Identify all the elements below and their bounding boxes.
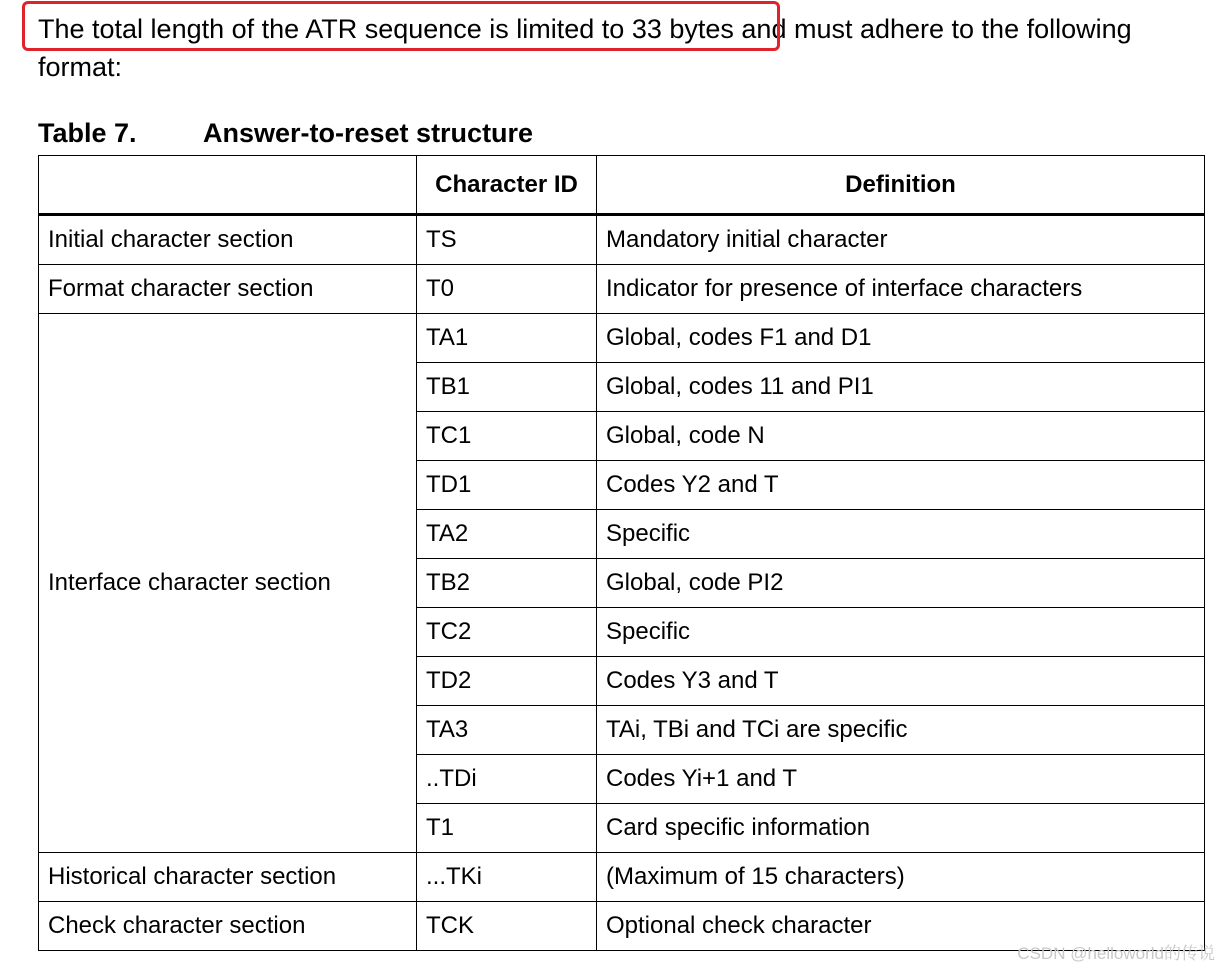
character-id-cell: TD1: [417, 461, 597, 510]
character-id-cell: TA1: [417, 314, 597, 363]
definition-cell: Codes Y2 and T: [597, 461, 1205, 510]
definition-cell: Global, code N: [597, 412, 1205, 461]
character-id-cell: TA2: [417, 510, 597, 559]
table-row: [39, 215, 1205, 265]
definition-cell: Specific: [597, 608, 1205, 657]
section-name-cell: Interface character section: [39, 314, 417, 853]
definition-cell: Optional check character: [597, 902, 1205, 951]
character-id-cell: TC1: [417, 412, 597, 461]
table-row: [39, 853, 1205, 902]
section-name-cell: Format character section: [39, 265, 417, 314]
character-id-cell: TC2: [417, 608, 597, 657]
character-id-cell: ...TKi: [417, 853, 597, 902]
character-id-cell: TS: [417, 215, 597, 265]
table-title: Answer-to-reset structure: [203, 118, 534, 148]
watermark: CSDN @helloworld的传说: [1017, 944, 1215, 963]
intro-rest-text: and must adhere to the following format:: [38, 14, 1132, 82]
definition-cell: Card specific information: [597, 804, 1205, 853]
header-section: [39, 156, 417, 215]
header-character-id: Character ID: [417, 156, 597, 215]
table-number: Table 7.: [38, 118, 137, 148]
definition-cell: Global, codes F1 and D1: [597, 314, 1205, 363]
table-row: [39, 314, 1205, 363]
table-header-row: [39, 156, 1205, 215]
definition-cell: (Maximum of 15 characters): [597, 853, 1205, 902]
character-id-cell: TCK: [417, 902, 597, 951]
table-caption: [38, 116, 533, 150]
definition-cell: Codes Yi+1 and T: [597, 755, 1205, 804]
table-row: [39, 265, 1205, 314]
red-highlight-box: [22, 1, 780, 51]
definition-cell: Mandatory initial character: [597, 215, 1205, 265]
header-definition: Definition: [597, 156, 1205, 215]
definition-cell: TAi, TBi and TCi are specific: [597, 706, 1205, 755]
character-id-cell: ..TDi: [417, 755, 597, 804]
section-name-cell: Check character section: [39, 902, 417, 951]
intro-highlighted-text: The total length of the ATR sequence is limited to 33 bytes: [38, 14, 734, 44]
character-id-cell: TB2: [417, 559, 597, 608]
definition-cell: Global, codes 11 and PI1: [597, 363, 1205, 412]
definition-cell: Codes Y3 and T: [597, 657, 1205, 706]
section-name-cell: Historical character section: [39, 853, 417, 902]
section-name-cell: Initial character section: [39, 215, 417, 265]
character-id-cell: TD2: [417, 657, 597, 706]
definition-cell: Indicator for presence of interface characters: [597, 265, 1205, 314]
character-id-cell: TA3: [417, 706, 597, 755]
character-id-cell: TB1: [417, 363, 597, 412]
character-id-cell: T1: [417, 804, 597, 853]
atr-structure-table: [38, 155, 1205, 951]
definition-cell: Specific: [597, 510, 1205, 559]
character-id-cell: T0: [417, 265, 597, 314]
definition-cell: Global, code PI2: [597, 559, 1205, 608]
